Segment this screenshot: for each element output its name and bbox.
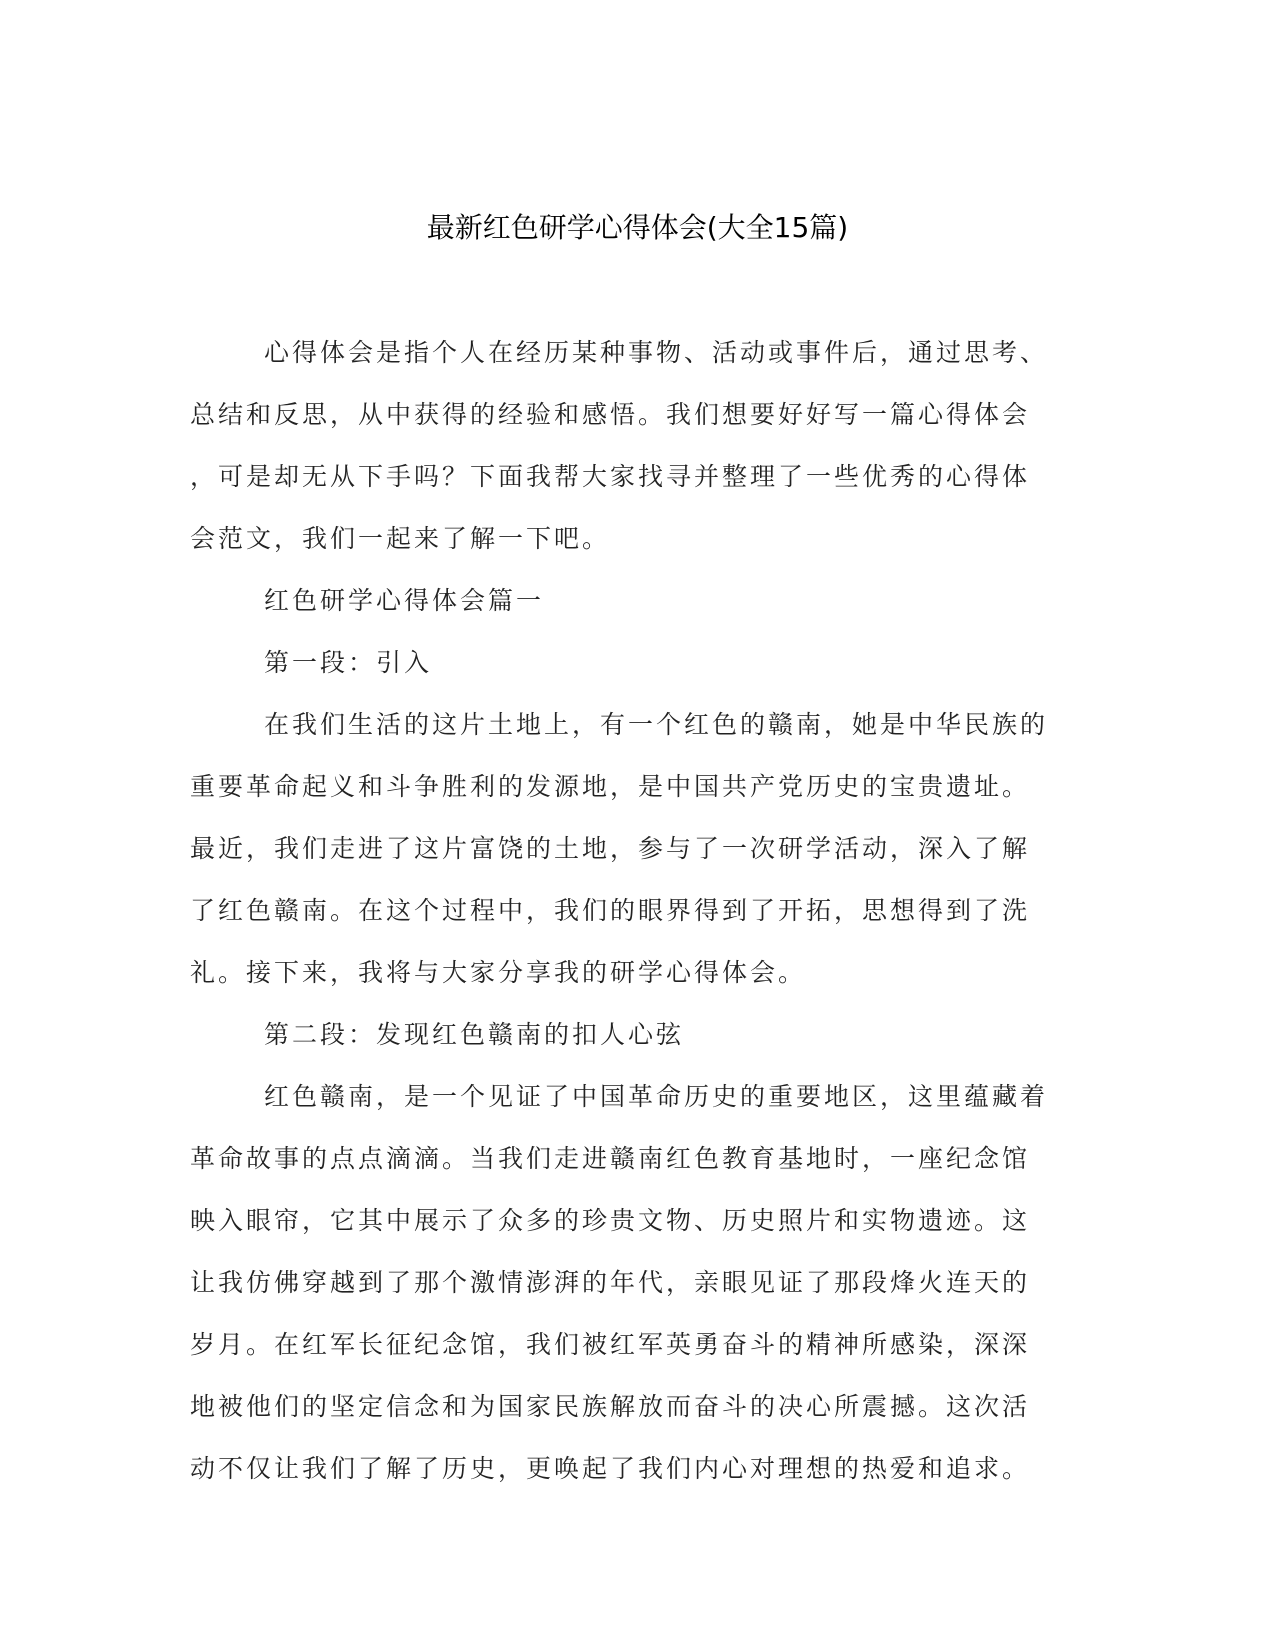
text-line: 映入眼帘，它其中展示了众多的珍贵文物、历史照片和实物遗迹。这	[190, 1206, 1031, 1235]
text-line: 让我仿佛穿越到了那个激情澎湃的年代，亲眼见证了那段烽火连天的	[190, 1268, 1031, 1297]
section-heading: 第一段：引入	[264, 648, 433, 677]
page-title: 最新红色研学心得体会(大全15篇)	[426, 211, 849, 244]
document-body	[190, 322, 1075, 1500]
text-line: 礼。接下来，我将与大家分享我的研学心得体会。	[190, 958, 807, 987]
text-line: 最近，我们走进了这片富饶的土地，参与了一次研学活动，深入了解	[190, 834, 1031, 863]
text-line: 岁月。在红军长征纪念馆，我们被红军英勇奋斗的精神所感染，深深	[190, 1330, 1031, 1359]
section-heading: 红色研学心得体会篇一	[264, 586, 545, 615]
text-line: 会范文，我们一起来了解一下吧。	[190, 524, 611, 553]
text-line: 心得体会是指个人在经历某种事物、活动或事件后，通过思考、	[264, 338, 1049, 367]
text-line: 地被他们的坚定信念和为国家民族解放而奋斗的决心所震撼。这次活	[190, 1392, 1031, 1421]
text-line: ，可是却无从下手吗？下面我帮大家找寻并整理了一些优秀的心得体	[190, 462, 1031, 491]
text-line: 在我们生活的这片土地上，有一个红色的赣南，她是中华民族的	[264, 710, 1049, 739]
text-line: 革命故事的点点滴滴。当我们走进赣南红色教育基地时，一座纪念馆	[190, 1144, 1031, 1173]
text-line: 重要革命起义和斗争胜利的发源地，是中国共产党历史的宝贵遗址。	[190, 772, 1031, 801]
text-line: 总结和反思，从中获得的经验和感悟。我们想要好好写一篇心得体会	[190, 400, 1031, 429]
section-heading: 第二段：发现红色赣南的扣人心弦	[264, 1020, 685, 1049]
text-line: 动不仅让我们了解了历史，更唤起了我们内心对理想的热爱和追求。	[190, 1454, 1031, 1483]
text-line: 红色赣南，是一个见证了中国革命历史的重要地区，这里蕴藏着	[264, 1082, 1049, 1111]
text-line: 了红色赣南。在这个过程中，我们的眼界得到了开拓，思想得到了洗	[190, 896, 1031, 925]
